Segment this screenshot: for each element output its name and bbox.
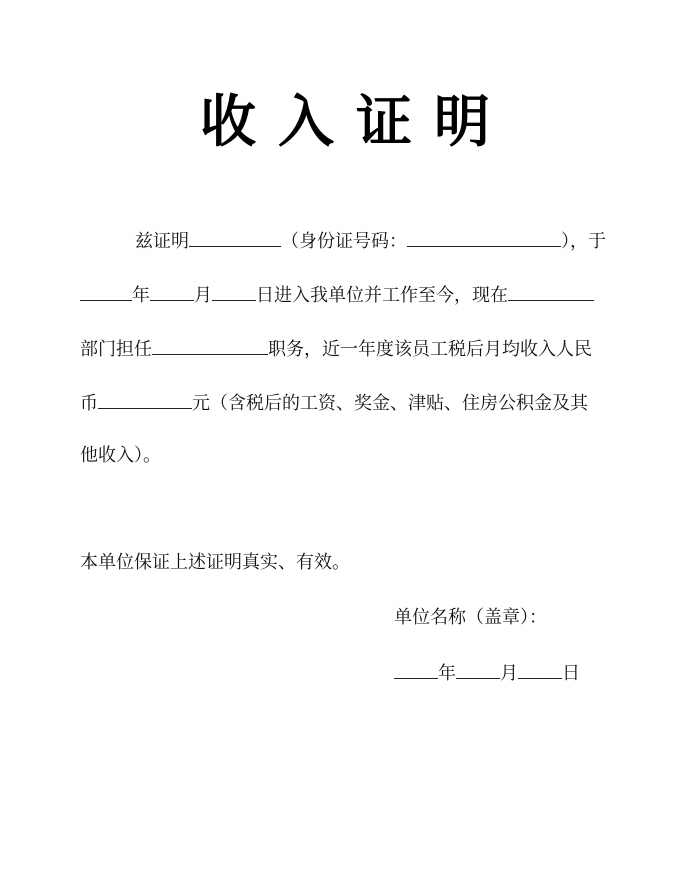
name-blank[interactable] [189, 228, 281, 247]
body-line-3 [80, 336, 592, 362]
line1-end-text: ），于 [561, 231, 606, 252]
body-line-2 [80, 282, 594, 308]
sign-month-blank[interactable] [456, 660, 500, 679]
body-line-4 [80, 390, 588, 416]
income-amount-blank[interactable] [98, 390, 192, 409]
body-line-5 [80, 444, 161, 468]
currency-text: 币 [80, 393, 98, 414]
sign-year-blank[interactable] [394, 660, 438, 679]
entry-month-blank[interactable] [150, 282, 194, 301]
entry-month-label: 月 [194, 285, 212, 306]
position-blank[interactable] [152, 336, 268, 355]
sign-year-label: 年 [438, 663, 456, 684]
page-title: 收入证明 [200, 90, 512, 155]
entry-day-blank[interactable] [212, 282, 256, 301]
income-detail-text: 元（含税后的工资、奖金、津贴、住房公积金及其 [192, 393, 588, 414]
id-number-label: （身份证号码： [281, 231, 407, 252]
department-role-text: 部门担任 [80, 339, 152, 360]
department-blank[interactable] [508, 282, 594, 301]
body-line-1 [135, 228, 606, 254]
certify-text: 兹证明 [135, 231, 189, 252]
other-income-text: 他收入）。 [80, 445, 161, 466]
sign-day-blank[interactable] [518, 660, 562, 679]
entry-day-text: 日进入我单位并工作至今，现在 [256, 285, 508, 306]
entry-year-label: 年 [132, 285, 150, 306]
unit-name-label: 单位名称（盖章）： [394, 607, 547, 628]
income-statement-text: 职务，近一年度该员工税后月均收入人民 [268, 339, 592, 360]
sign-month-label: 月 [500, 663, 518, 684]
guarantee-statement: 本单位保证上述证明真实、有效。 [80, 552, 350, 573]
signature-date [394, 660, 580, 686]
sign-day-label: 日 [562, 663, 580, 684]
entry-year-blank[interactable] [80, 282, 132, 301]
id-number-blank[interactable] [407, 228, 561, 247]
